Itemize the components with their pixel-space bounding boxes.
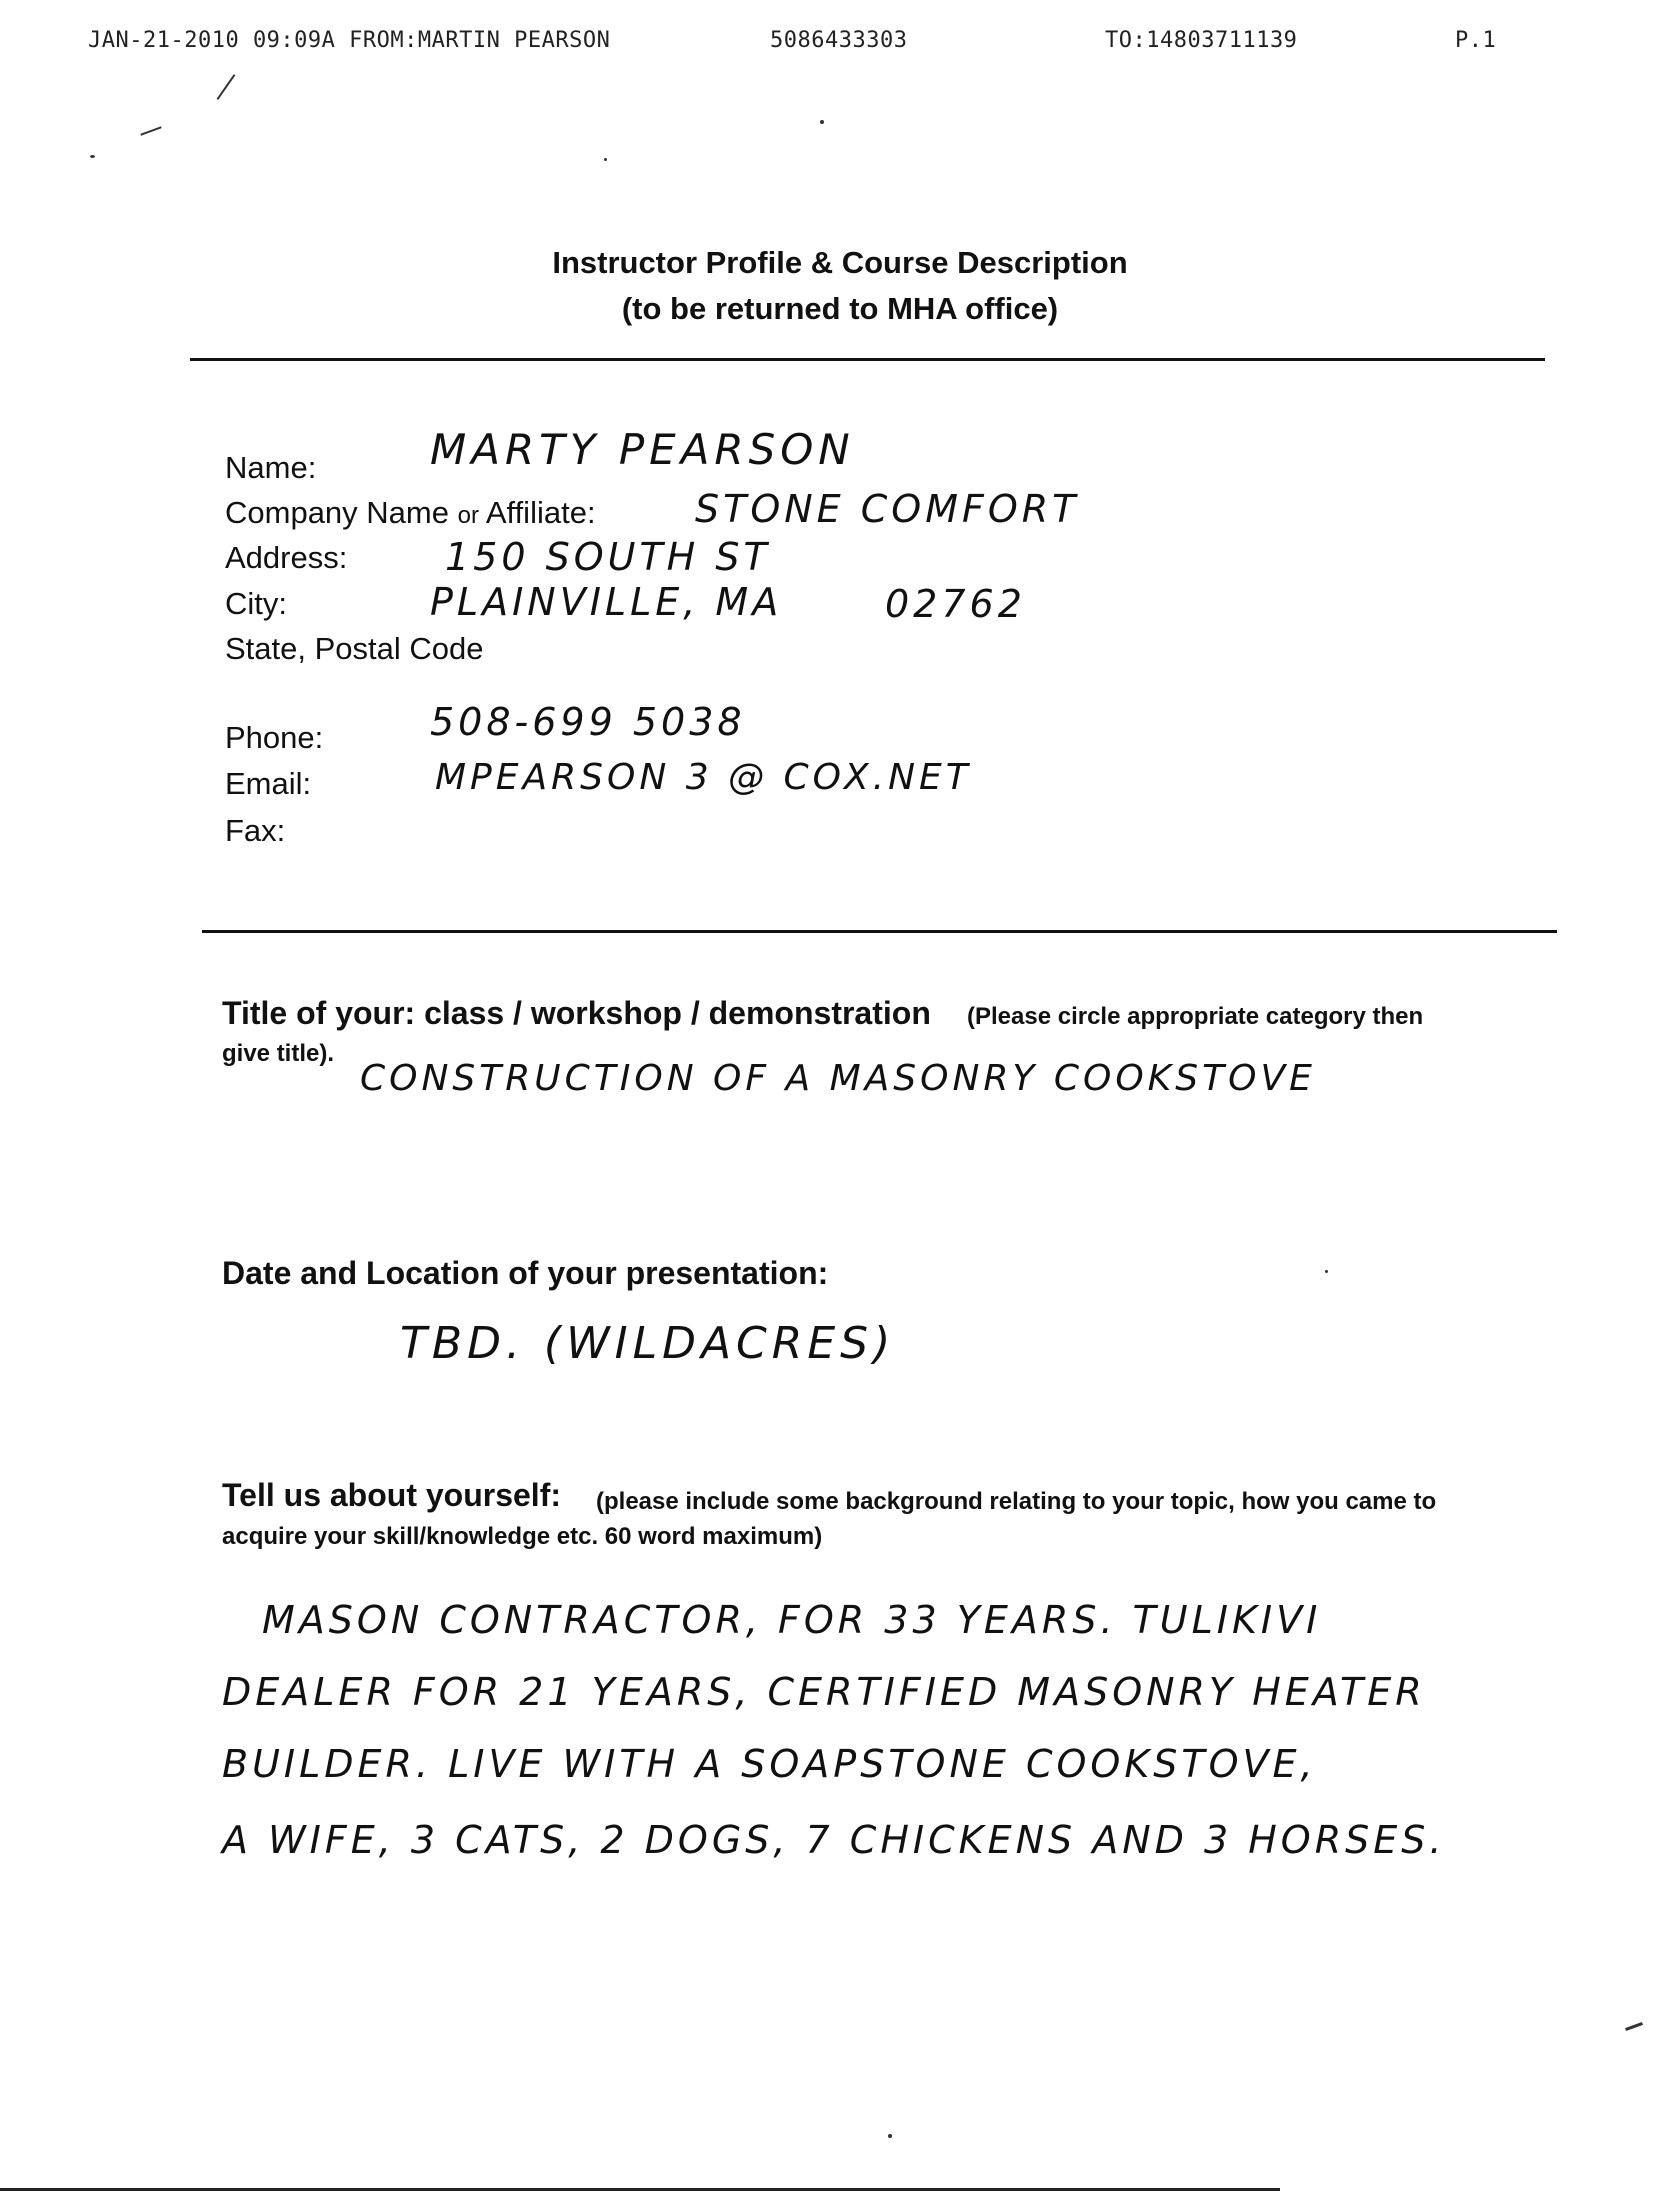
company-label: [225, 495, 596, 531]
page-bottom-edge: [0, 2188, 1280, 2191]
form-title-line1: Instructor Profile & Course Description: [552, 245, 1128, 280]
address-label: Address:: [225, 540, 348, 575]
name-value: MARTY PEARSON: [430, 425, 855, 474]
phone-label: Phone:: [225, 720, 324, 755]
course-title-note: (Please circle appropriate category then: [967, 1003, 1424, 1030]
city-value: PLAINVILLE, MA: [430, 580, 783, 624]
divider-middle: [202, 930, 1557, 933]
scan-speck: [1325, 1270, 1328, 1273]
about-line: A WIFE, 3 CATS, 2 DOGS, 7 CHICKENS AND 3 HORSES.: [222, 1818, 1446, 1862]
about-line: BUILDER. LIVE WITH A SOAPSTONE COOKSTOVE,: [222, 1742, 1317, 1786]
city-label: City:: [225, 586, 287, 621]
course-title-label: [222, 995, 931, 1032]
state-postal-label: State, Postal Code: [225, 631, 484, 666]
email-value: MPEARSON 3 @ COX.NET: [435, 757, 972, 798]
form-title-line2: (to be returned to MHA office): [621, 291, 1059, 326]
course-title-label-lead: Title of your:: [222, 995, 425, 1031]
fax-date-from: JAN-21-2010 09:09A FROM:MARTIN PEARSON: [88, 28, 611, 53]
scan-speck: [217, 74, 236, 100]
scan-speck: [1625, 2022, 1643, 2031]
scan-speck: [140, 126, 161, 135]
fax-page-number: P.1: [1455, 28, 1497, 53]
about-note-cont: acquire your skill/knowledge etc. 60 word maximum): [222, 1523, 823, 1550]
about-label-text: Tell us about yourself:: [222, 1477, 561, 1513]
fax-sender-number: 5086433303: [770, 28, 908, 53]
course-title-note-cont: give title).: [222, 1040, 335, 1067]
about-label: [222, 1477, 561, 1514]
scan-speck: [820, 120, 824, 124]
fax-header: [0, 28, 1680, 64]
divider-top: [190, 358, 1545, 361]
about-line: MASON CONTRACTOR, FOR 33 YEARS. TULIKIVI: [262, 1598, 1322, 1642]
scan-speck: [888, 2134, 892, 2138]
company-label-part: Company Name: [225, 495, 458, 530]
company-label-or: or: [457, 502, 479, 529]
course-title-value: CONSTRUCTION OF A MASONRY COOKSTOVE: [360, 1058, 1316, 1099]
fax-recipient: TO:14803711139: [1105, 28, 1298, 53]
company-value: STONE COMFORT: [695, 487, 1080, 531]
scan-speck: [90, 155, 95, 158]
zip-value: 02762: [885, 582, 1026, 626]
address-value: 150 SOUTH ST: [445, 535, 771, 579]
course-category-options: class / workshop / demonstration: [424, 995, 931, 1031]
about-note: (please include some background relating to your topic, how you came to: [596, 1488, 1437, 1515]
company-label-part: Affiliate:: [478, 495, 596, 530]
about-line: DEALER FOR 21 YEARS, CERTIFIED MASONRY HEATER: [222, 1670, 1426, 1714]
fax-label: Fax:: [225, 813, 286, 848]
presentation-value: TBD. (WILDACRES): [400, 1318, 896, 1369]
name-label: Name:: [225, 450, 317, 485]
presentation-label: [222, 1255, 828, 1292]
phone-value: 508-699 5038: [430, 700, 746, 744]
presentation-label-text: Date and Location of your presentation:: [222, 1255, 829, 1291]
scan-speck: [604, 158, 607, 161]
email-label: Email:: [225, 766, 312, 801]
form-title: [0, 240, 1680, 332]
